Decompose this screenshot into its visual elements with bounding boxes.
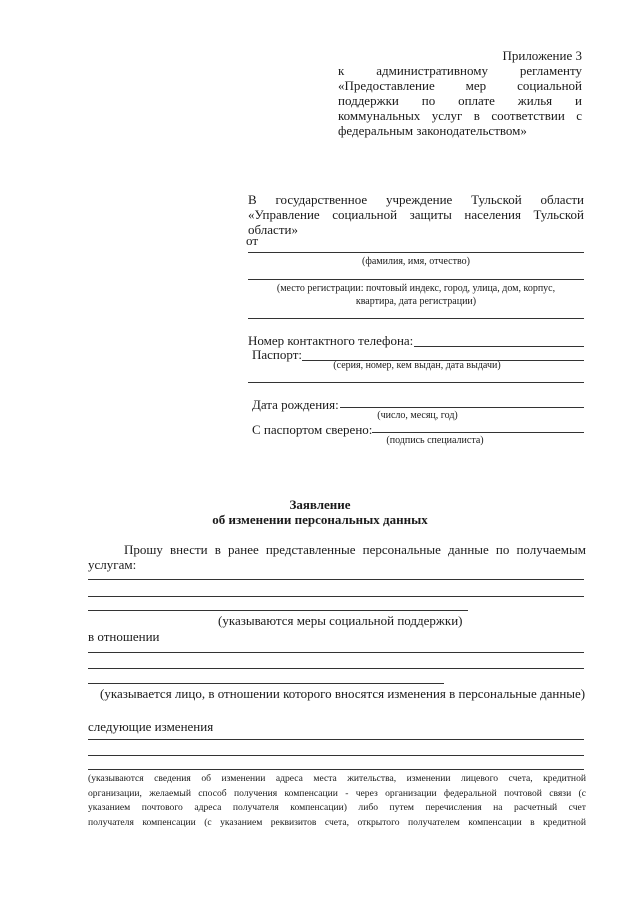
appendix-block <box>338 63 582 138</box>
regarding-line <box>88 652 584 653</box>
appendix-line: «Предоставление мер социальной <box>338 78 582 93</box>
phone-label: Номер контактного телефона: <box>248 333 414 348</box>
registration-line-2 <box>248 318 584 319</box>
measures-hint: (указываются меры социальной поддержки) <box>218 613 463 628</box>
changes-label: следующие изменения <box>88 719 214 734</box>
intro-line: услугам: <box>88 557 137 572</box>
addressee-line: В государственное учреждение Тульской области <box>248 192 584 207</box>
fio-hint: (фамилия, имя, отчество) <box>362 256 470 267</box>
from-label: от <box>246 233 259 248</box>
footnote <box>88 772 586 830</box>
footnote-line: организации, желаемый способ получения компенсации - через организации федеральной почтовой связи (с <box>88 787 586 799</box>
passport-line-2 <box>248 382 584 383</box>
regarding-line <box>88 683 444 684</box>
regarding-label: в отношении <box>88 629 160 644</box>
registration-hint: (место регистрации: почтовый индекс, город, улица, дом, корпус, <box>276 283 556 294</box>
person-hint: (указывается лицо, в отношении которого вносятся изменения в персональные данные) <box>100 686 586 701</box>
statement-subtitle: об изменении персональных данных <box>212 512 428 527</box>
intro-line: Прошу внести в ранее представленные персональные данные по получаемым <box>124 542 586 557</box>
registration-hint: квартира, дата регистрации) <box>355 296 477 307</box>
statement-title: Заявление <box>289 497 351 512</box>
fio-line <box>248 252 584 253</box>
regarding-line <box>88 668 584 669</box>
changes-line <box>88 755 584 756</box>
appendix-line: коммунальных услуг в соответствии с <box>338 108 582 123</box>
birth-label: Дата рождения: <box>252 397 339 412</box>
footnote-line: получателя компенсации (с указанием реквизитов счета, открытого получателем компенсации в кредитной <box>88 816 586 828</box>
addressee-line: «Управление социальной защиты населения Тульской <box>248 207 584 222</box>
addressee-line: области» <box>248 222 298 237</box>
registration-line <box>248 279 584 280</box>
passport-label: Паспорт: <box>252 347 303 362</box>
changes-line <box>88 769 584 770</box>
footnote-line: указанием почтового адреса получателя компенсации) либо путем перечисления на расчетный счет <box>88 802 586 813</box>
verified-label: С паспортом сверено: <box>252 422 373 437</box>
verified-hint: (подпись специалиста) <box>386 435 484 446</box>
phone-line <box>414 346 584 347</box>
measures-line <box>88 596 584 597</box>
birth-hint: (число, месяц, год) <box>377 410 458 421</box>
appendix-line: поддержки по оплате жилья и <box>338 93 582 108</box>
measures-line <box>88 610 468 611</box>
appendix-line: федеральным законодательством» <box>338 123 527 138</box>
measures-line <box>88 579 584 580</box>
verified-line <box>372 432 584 433</box>
appendix-line: к административному регламенту <box>338 63 582 78</box>
addressee-block <box>248 192 584 237</box>
birth-line <box>340 407 584 408</box>
passport-hint: (серия, номер, кем выдан, дата выдачи) <box>333 360 501 371</box>
changes-line <box>88 739 584 740</box>
footnote-line: (указываются сведения об изменении адреса места жительства, изменении лицевого счета, кредитной <box>88 773 586 784</box>
appendix-title: Приложение 3 <box>502 48 582 63</box>
